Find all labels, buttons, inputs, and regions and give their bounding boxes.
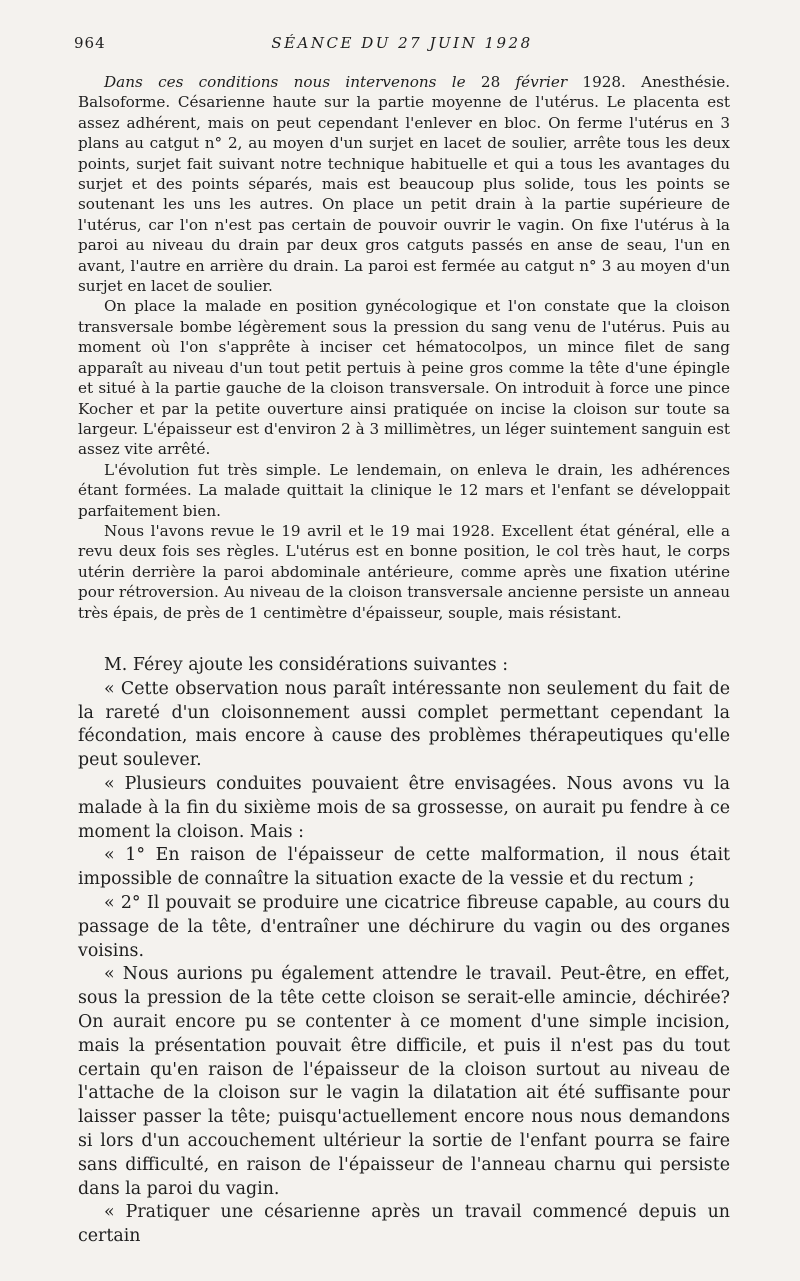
paragraph: [78, 72, 730, 296]
paragraph: Nous l'avons revue le 19 avril et le 19 mai 1928. Excellent état général, elle a revu deux fois ses règles. L'utérus est en bonne position, le col très haut, le corps utérin derrière la paroi abdominale antérieure, comme après une fixation utérine pour rétroversion. Au niveau de la cloison transversale ancienne persiste un anneau très épais, de près de 1 centimètre d'épaisseur, souple, mais résistant.: [78, 521, 730, 622]
paragraph: L'évolution fut très simple. Le lendemain, on enleva le drain, les adhérences étant formées. La malade quittait la clinique le 12 mars et l'enfant se développait parfaitement bien.: [78, 460, 730, 520]
paragraph: « Cette observation nous paraît intéressante non seulement du fait de la rareté d'un cloisonnement aussi complet permettant cependant la fécondation, mais encore à cause des problèmes thérapeutiques qu'elle peut soulever.: [78, 678, 730, 771]
running-head: [74, 34, 730, 58]
running-title: SÉANCE DU 27 JUIN 1928: [271, 34, 533, 52]
case-report-text: [78, 72, 730, 623]
paragraph: « 2° Il pouvait se produire une cicatrice fibreuse capable, au cours du passage de la tête, d'entraîner une déchirure du vagin ou des organes voisins.: [78, 892, 730, 961]
paragraph: « Plusieurs conduites pouvaient être envisagées. Nous avons vu la malade à la fin du sixième mois de sa grossesse, on aurait pu fendre à ce moment la cloison. Mais :: [78, 773, 730, 842]
intro-italic: Dans ces conditions nous intervenons le: [104, 73, 466, 91]
commentary-text: [78, 654, 730, 1249]
paragraph: M. Férey ajoute les considérations suivantes :: [104, 655, 509, 675]
paragraph: On place la malade en position gynécologique et l'on constate que la cloison transversale bombe légèrement sous la pression du sang venu de l'utérus. Puis au moment où l'on s'apprête à inciser cet hématocolpos, un mince filet de sang apparaît au niveau d'un tout petit pertuis à peine gros comme la tête d'une épingle et situé à la partie gauche de la cloison transversale. On introduit à force une pince Kocher et par la petite ouverture ainsi pratiquée on incise la cloison sur toute sa largeur. L'épaisseur est d'environ 2 à 3 millimètres, un léger suintement sanguin est assez vite arrêté.: [78, 297, 730, 459]
paragraph: « Pratiquer une césarienne après un travail commencé depuis un certain: [78, 1202, 730, 1247]
date-day: 28: [480, 73, 501, 91]
date-month: février: [515, 73, 568, 91]
page-number: 964: [74, 34, 106, 52]
paragraph: « 1° En raison de l'épaisseur de cette malformation, il nous était impossible de connaître la situation exacte de la vessie et du rectum ;: [78, 845, 730, 890]
paragraph: « Nous aurions pu également attendre le travail. Peut-être, en effet, sous la pression de la tête cette cloison se serait-elle amincie, déchirée? On aurait encore pu se contenter à ce moment d'une simple incision, mais la présentation pouvait être difficile, et puis il n'est pas du tout certain qu'en raison de l'épaisseur de la cloison surtout au niveau de l'attache de la cloison sur le vagin la dilatation ait été suffisante pour laisser passer la tête; puisqu'actuellement encore nous nous demandons si lors d'un accouchement ultérieur la sortie de l'enfant pourra se faire sans difficulté, en raison de l'épaisseur de l'anneau charnu qui persiste dans la paroi du vagin.: [78, 964, 730, 1199]
paragraph-body: 1928. Anesthésie. Balsoforme. Césarienne haute sur la partie moyenne de l'utérus. Le placenta est assez adhérent, mais on peut cependant l'enlever en bloc. On ferme l'utérus en 3 plans au catgut n° 2, au moyen d'un surjet en lacet de soulier, arrête tous les deux points, surjet fait suivant notre technique habituelle et qui a tous les avantages du surjet et des points séparés, mais est beaucoup plus solide, tous les points se soutenant les uns les autres. On place un petit drain à la partie supérieure de l'utérus, car l'on n'est pas certain de pouvoir ouvrir le vagin. On fixe l'utérus à la paroi au niveau du drain par deux gros catguts passés en anse de seau, l'un en avant, l'autre en arrière du drain. La paroi est fermée au catgut n° 3 au moyen d'un surjet en lacet de soulier.: [78, 73, 731, 296]
